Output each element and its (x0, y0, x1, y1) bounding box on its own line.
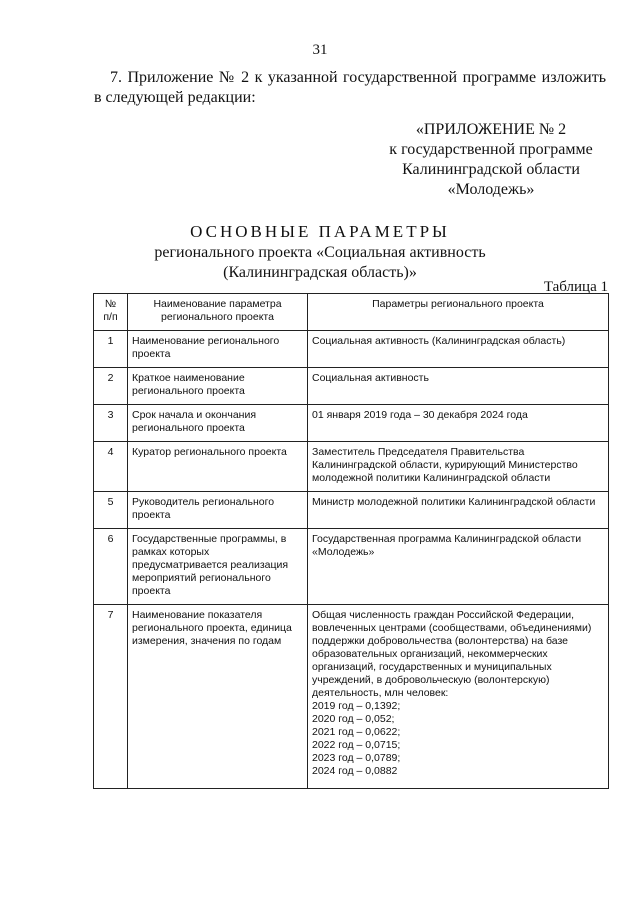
header-num: № п/п (94, 294, 128, 331)
header-name: Наименование параметра регионального проекта (128, 294, 308, 331)
subtitle-line-1: регионального проекта «Социальная активность (154, 244, 486, 261)
appendix-line-2: к государственной программе (389, 141, 593, 158)
row-value: Заместитель Председателя Правительства Калининградской области, курирующий Министерство молодежной политики Калининградской области (308, 442, 609, 492)
row-num: 1 (94, 331, 128, 368)
row-name: Наименование показателя регионального проекта, единица измерения, значения по годам (128, 605, 308, 789)
page-number: 31 (312, 42, 328, 58)
row-name: Куратор регионального проекта (128, 442, 308, 492)
row-num: 2 (94, 368, 128, 405)
table-row (94, 442, 609, 492)
document-subtitle (0, 243, 640, 283)
document-title: ОСНОВНЫЕ ПАРАМЕТРЫ (190, 222, 450, 241)
intro-line-1: 7. Приложение № 2 к указанной государственной программе изложить (110, 69, 606, 86)
row-value: 01 января 2019 года – 30 декабря 2024 года (308, 405, 609, 442)
appendix-line-1: «ПРИЛОЖЕНИЕ № 2 (415, 121, 567, 138)
table-label: Таблица 1 (543, 279, 608, 295)
appendix-line-3: Калининградской области (402, 161, 580, 178)
table-row (94, 405, 609, 442)
table-row (94, 529, 609, 605)
header-params: Параметры регионального проекта (308, 294, 609, 331)
intro-line-2: в следующей редакции: (94, 89, 256, 106)
row-value: Общая численность граждан Российской Федерации, вовлеченных центрами (сообществами, объединениями) поддержки добровольчества (волонтерства) на базе образовательных организаций, некоммерческих организаций, государственных и муниципальных учреждений, в добровольческую (волонтерскую) деятельность, млн человек: 2019 год – 0,1392; 2020 год – 0,052; 2021 год – 0,0622; 2022 год – 0,0715; 2023 год – 0,0789; 2024 год – 0,0882 (308, 605, 609, 789)
table-header-row (94, 294, 609, 331)
row-name: Срок начала и окончания регионального проекта (128, 405, 308, 442)
row-num: 6 (94, 529, 128, 605)
table-row (94, 492, 609, 529)
parameters-table (93, 293, 609, 789)
row-value: Социальная активность (Калининградская область) (308, 331, 609, 368)
row-name: Руководитель регионального проекта (128, 492, 308, 529)
row-value: Государственная программа Калининградской области «Молодежь» (308, 529, 609, 605)
row-name: Краткое наименование регионального проекта (128, 368, 308, 405)
table-row (94, 368, 609, 405)
row-name: Государственные программы, в рамках которых предусматривается реализация мероприятий регионального проекта (128, 529, 308, 605)
appendix-heading (376, 120, 606, 200)
subtitle-line-2: (Калининградская область)» (223, 264, 417, 281)
row-value: Социальная активность (308, 368, 609, 405)
row-num: 3 (94, 405, 128, 442)
row-num: 7 (94, 605, 128, 789)
row-value: Министр молодежной политики Калининградской области (308, 492, 609, 529)
appendix-line-4: «Молодежь» (447, 181, 535, 198)
row-num: 5 (94, 492, 128, 529)
row-num: 4 (94, 442, 128, 492)
table-row (94, 605, 609, 789)
table-row (94, 331, 609, 368)
row-name: Наименование регионального проекта (128, 331, 308, 368)
